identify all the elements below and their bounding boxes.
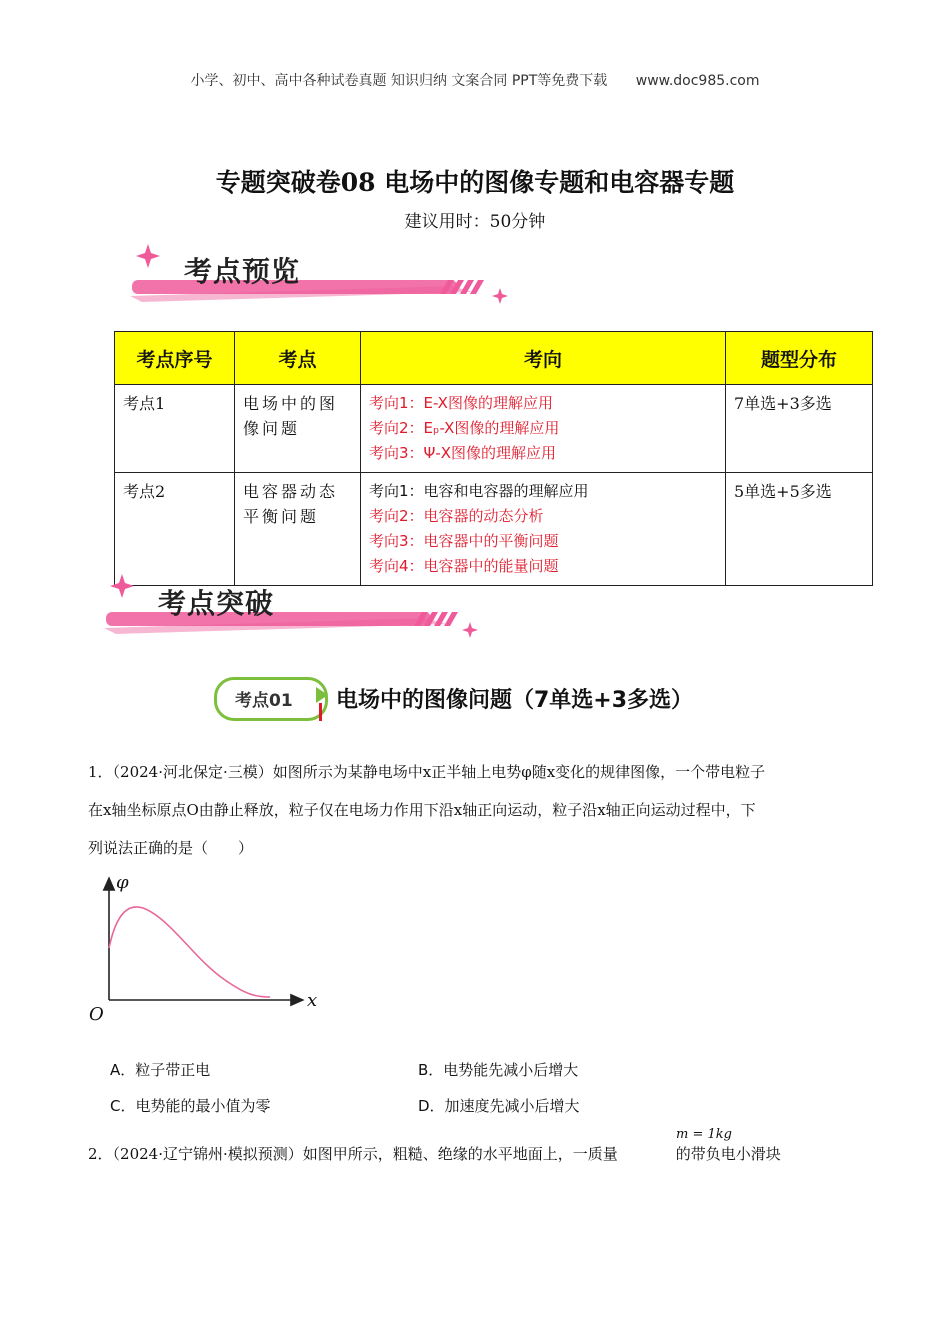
x-axis-label: x [307,990,318,1011]
question-1-line-2: 在x轴坐标原点O由静止释放，粒子仅在电场力作用下沿x轴正向运动，粒子沿x轴正向运动过程中，下 [88,801,756,819]
banner-breakthrough [96,570,496,650]
topic-table [114,331,873,586]
page-header [0,70,950,90]
question-number: 2． [88,1145,113,1163]
suggested-time: 建议用时：50分钟 [404,212,546,232]
topic-directions [361,473,726,586]
sparkle-icon [136,244,160,268]
mass-formula: m = 1kg [676,1127,732,1142]
topic-index: 考点1 [115,385,235,473]
topic-name: 电容器动态平衡问题 [235,473,361,586]
direction-item: 考向4：电容器中的能量问题 [369,557,559,575]
banner-stripe [96,570,496,650]
direction-item: 考向1：电容和电容器的理解应用 [369,482,589,500]
option-a[interactable]: A．粒子带正电 [110,1061,211,1079]
banner-preview [122,240,522,320]
header-url[interactable]: www.doc985.com [635,73,760,89]
question-2-tail: 的带负电小滑块 [675,1145,781,1163]
sparkle-icon [110,574,134,598]
table-row [115,385,873,473]
direction-item: 考向3：Ψ-X图像的理解应用 [369,444,557,462]
phi-x-graph [85,870,325,1025]
banner-preview-label: 考点预览 [184,255,301,288]
page-title: 专题突破卷08 电场中的图像专题和电容器专题 [215,168,735,197]
topic-index: 考点2 [115,473,235,586]
section-badge [214,677,328,721]
col-topic-header: 考点 [235,332,361,385]
direction-item: 考向2：电容器的动态分析 [369,507,544,525]
question-distribution: 5单选+5多选 [726,473,873,586]
direction-item: 考向3：电容器中的平衡问题 [369,532,559,550]
y-axis-label: φ [116,872,129,893]
option-b[interactable]: B．电势能先减小后增大 [418,1061,579,1079]
flag-icon [314,685,330,725]
question-1-text: （2024·河北保定·三模）如图所示为某静电场中x正半轴上电势φ随x变化的规律图像，一个带电粒子 [112,763,766,781]
question-2-text: （2024·辽宁锦州·模拟预测）如图甲所示，粗糙、绝缘的水平地面上，一质量 [112,1145,618,1163]
table-row [115,473,873,586]
section-badge-label: 考点01 [235,691,293,711]
section-title: 电场中的图像问题（7单选+3多选） [336,688,694,713]
question-1-line-3: 列说法正确的是（ ） [88,839,254,857]
header-text: 小学、初中、高中各种试卷真题 知识归纳 文案合同 PPT等免费下载 [190,73,608,89]
topic-directions [361,385,726,473]
banner-stripe [122,240,522,320]
question-1-line-1 [88,753,863,791]
topic-name: 电场中的图像问题 [235,385,361,473]
question-2 [88,1135,863,1173]
question-1 [88,753,863,867]
option-c[interactable]: C．电势能的最小值为零 [110,1097,271,1115]
potential-curve [109,907,270,997]
col-dist-header: 题型分布 [726,332,873,385]
sparkle-icon-small [462,622,478,638]
direction-item: 考向2：Eₚ-X图像的理解应用 [369,419,560,437]
col-direction-header: 考向 [361,332,726,385]
origin-label: O [89,1004,104,1025]
question-number: 1． [88,763,113,781]
direction-item: 考向1：E-X图像的理解应用 [369,394,553,412]
banner-breakthrough-label: 考点突破 [158,587,275,620]
sparkle-icon-small [492,288,508,304]
option-d[interactable]: D．加速度先减小后增大 [418,1097,580,1115]
question-distribution: 7单选+3多选 [726,385,873,473]
col-index-header: 考点序号 [115,332,235,385]
